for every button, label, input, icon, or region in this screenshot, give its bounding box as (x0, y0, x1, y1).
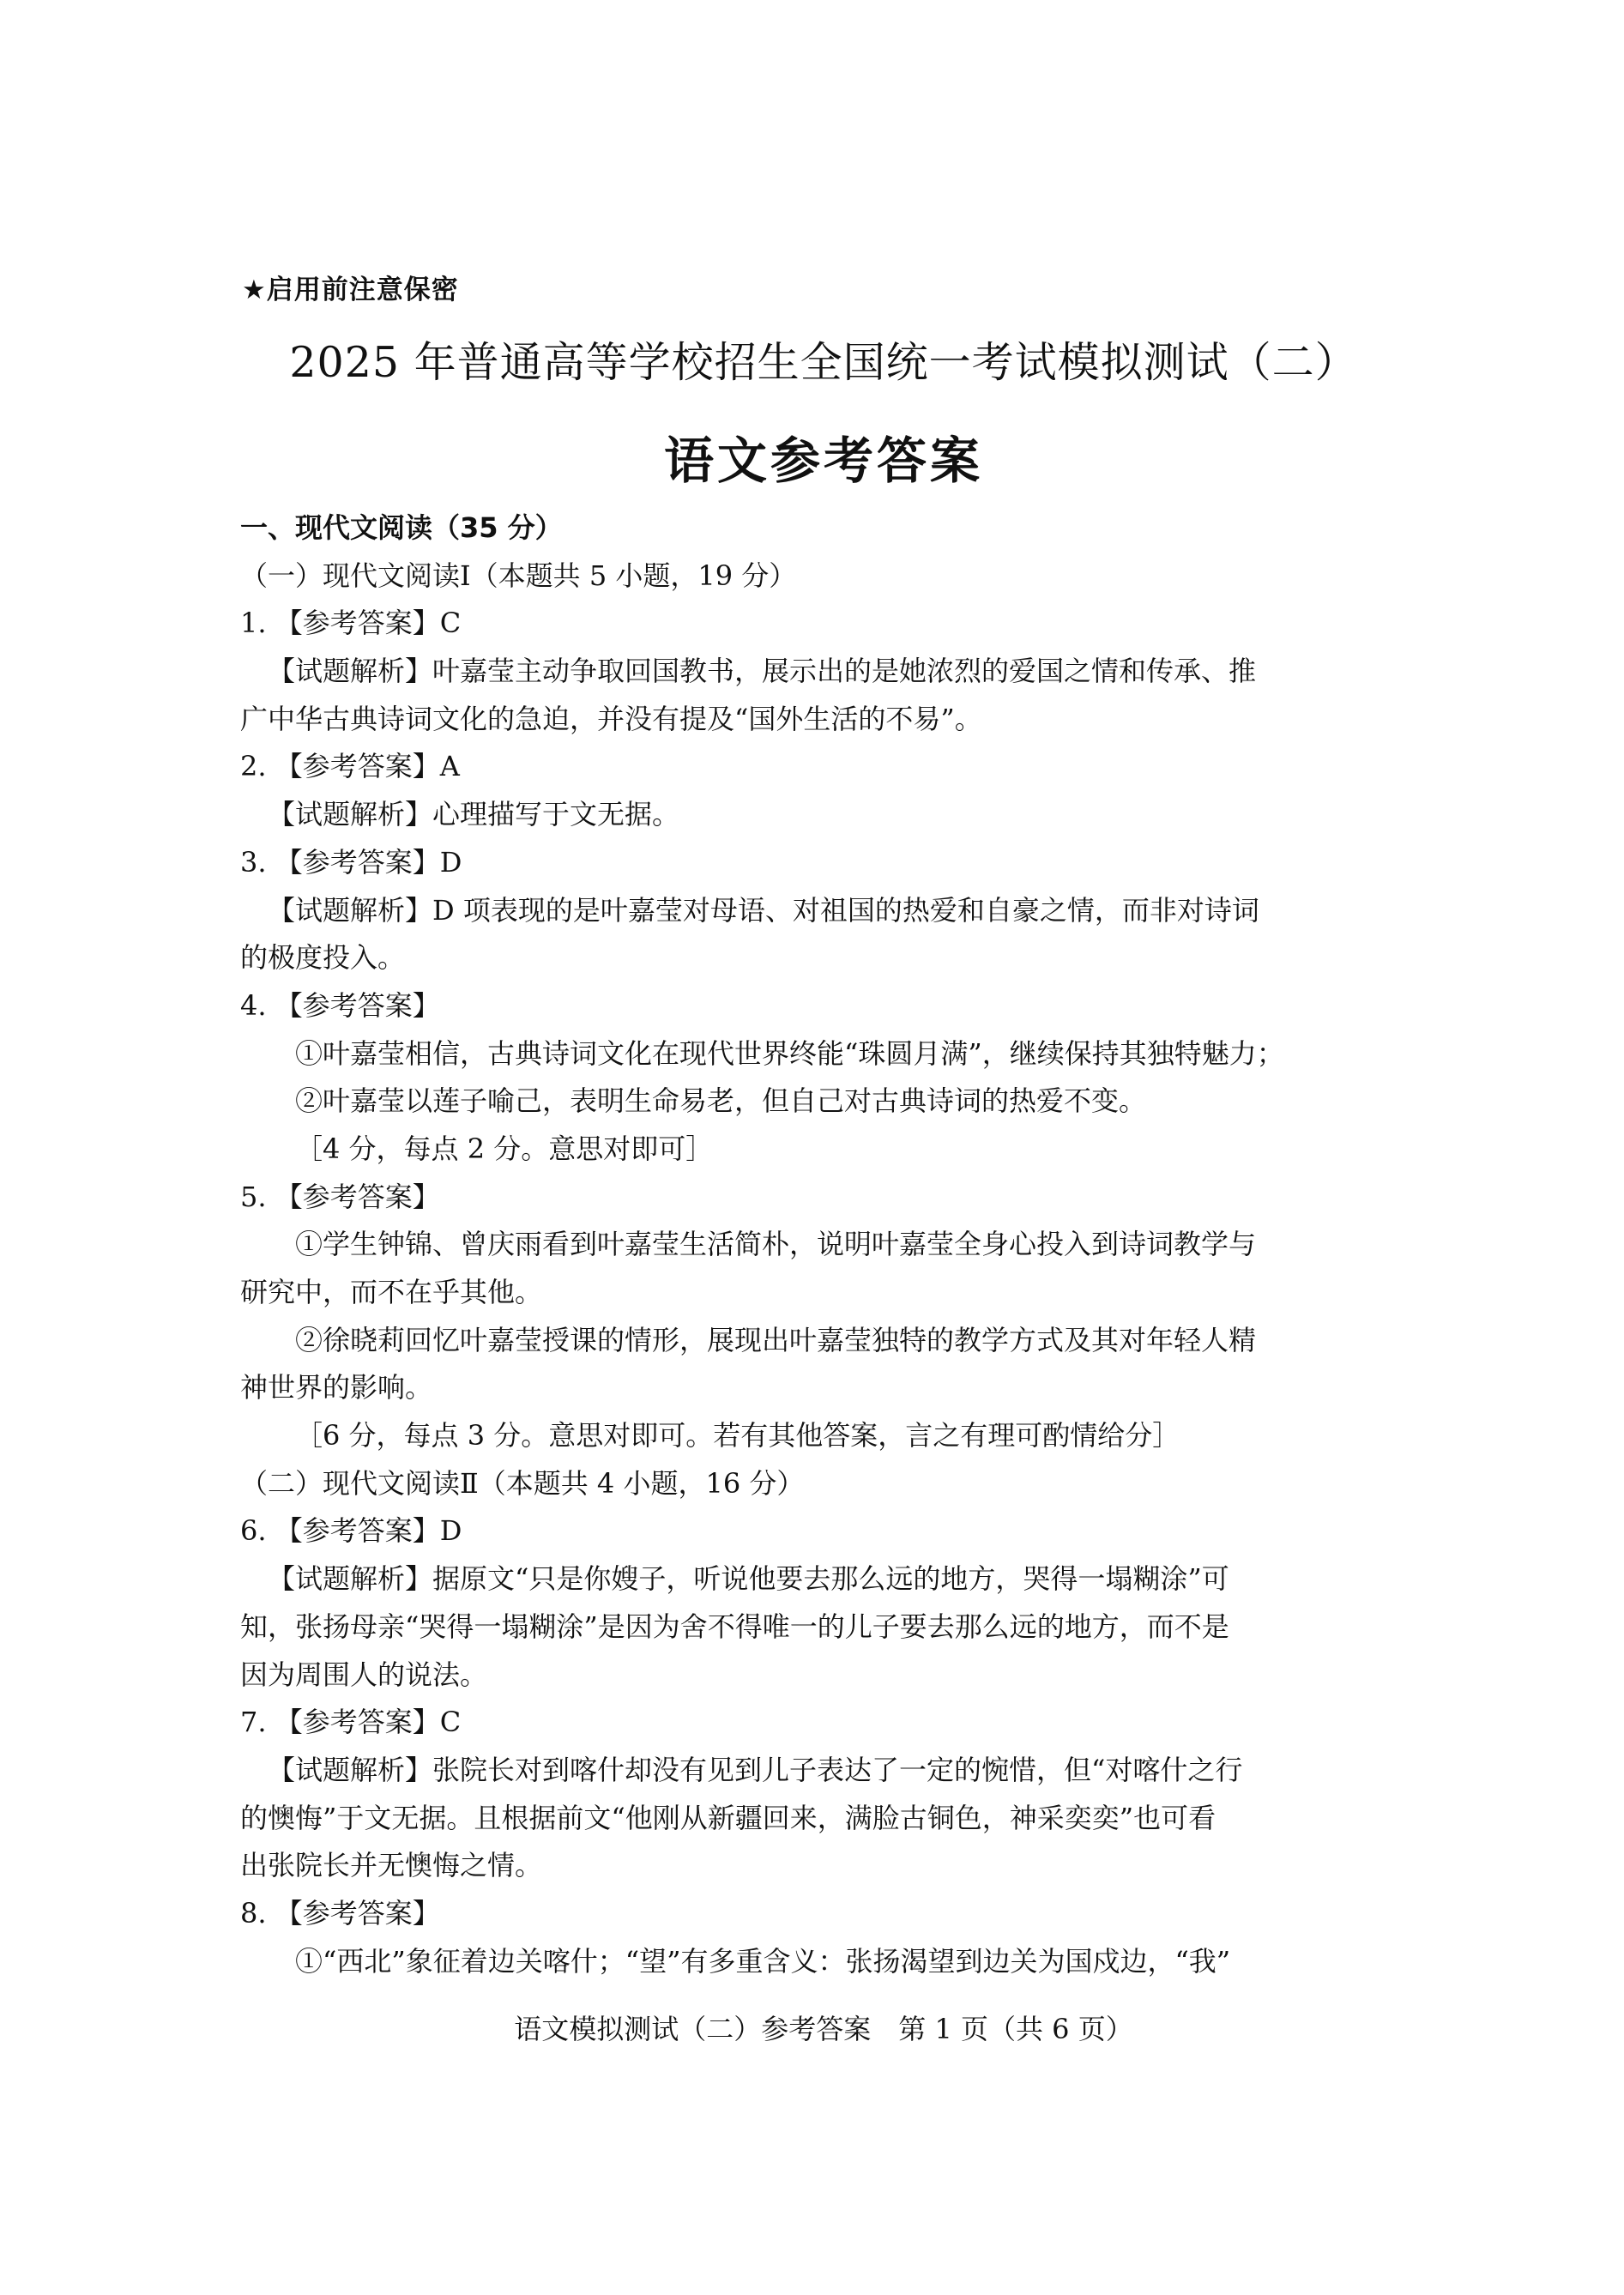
document-subtitle: 语文参考答案 (663, 432, 983, 490)
explanation-line: 因为周围人的说法。 (240, 1658, 488, 1691)
answer-point: 神世界的影响。 (240, 1371, 433, 1404)
explanation-line: 的懊悔”于文无据。且根据前文“他刚从新疆回来，满脸古铜色，神采奕奕”也可看 (240, 1801, 1216, 1834)
answer-line: 6. 【参考答案】D (240, 1514, 462, 1548)
answer-line: 7. 【参考答案】C (240, 1706, 462, 1739)
explanation-line: 【试题解析】心理描写于文无据。 (268, 798, 680, 831)
answer-line: 3. 【参考答案】D (240, 845, 462, 879)
subsection-heading: （一）现代文阅读Ⅰ（本题共 5 小题，19 分） (240, 559, 797, 592)
answer-line: 8. 【参考答案】 (240, 1896, 440, 1930)
answer-point: ①叶嘉莹相信，古典诗词文化在现代世界终能“珠圆月满”，继续保持其独特魅力； (295, 1036, 1284, 1070)
explanation-line: 出张院长并无懊悔之情。 (240, 1849, 543, 1882)
answer-line: 4. 【参考答案】 (240, 988, 440, 1022)
answer-point: 研究中，而不在乎其他。 (240, 1276, 543, 1308)
confidential-notice: ★启用前注意保密 (242, 275, 459, 305)
section-heading: 一、现代文阅读（35 分） (240, 511, 563, 544)
page-footer: 语文模拟测试（二）参考答案 第 1 页（共 6 页） (514, 2013, 1133, 2045)
explanation-line: 【试题解析】张院长对到喀什却没有见到儿子表达了一定的惋惜，但“对喀什之行 (268, 1753, 1243, 1786)
explanation-line: 知，张扬母亲“哭得一塌糊涂”是因为舍不得唯一的儿子要去那么远的地方，而不是 (240, 1610, 1229, 1643)
answer-line: 5. 【参考答案】 (240, 1180, 440, 1213)
scoring-note: ［4 分，每点 2 分。意思对即可］ (295, 1132, 714, 1165)
answer-point: ②徐晓莉回忆叶嘉莹授课的情形，展现出叶嘉莹独特的教学方式及其对年轻人精 (295, 1323, 1257, 1356)
answer-point: ①学生钟锦、曾庆雨看到叶嘉莹生活简朴，说明叶嘉莹全身心投入到诗词教学与 (295, 1228, 1257, 1261)
answer-line: 1. 【参考答案】C (240, 607, 462, 640)
answer-content (240, 504, 1390, 1985)
explanation-line: 【试题解析】D 项表现的是叶嘉莹对母语、对祖国的热爱和自豪之情，而非对诗词 (268, 893, 1259, 927)
exam-title: 2025 年普通高等学校招生全国统一考试模拟测试（二） (289, 338, 1358, 387)
explanation-line: 【试题解析】据原文“只是你嫂子，听说他要去那么远的地方，哭得一塌糊涂”可 (268, 1562, 1229, 1596)
answer-line: 2. 【参考答案】A (240, 750, 460, 783)
explanation-line: 的极度投入。 (240, 941, 406, 975)
answer-point: ①“西北”象征着边关喀什；“望”有多重含义：张扬渴望到边关为国戍边，“我” (295, 1944, 1231, 1978)
explanation-line: 【试题解析】叶嘉莹主动争取回国教书，展示出的是她浓烈的爱国之情和传承、推 (268, 655, 1257, 688)
answer-point: ②叶嘉莹以莲子喻己，表明生命易老，但自己对古典诗词的热爱不变。 (295, 1084, 1147, 1118)
subsection-heading: （二）现代文阅读Ⅱ（本题共 4 小题，16 分） (240, 1466, 805, 1500)
explanation-line: 广中华古典诗词文化的急迫，并没有提及“国外生活的不易”。 (240, 702, 982, 735)
scoring-note: ［6 分，每点 3 分。意思对即可。若有其他答案，言之有理可酌情给分］ (295, 1419, 1180, 1452)
